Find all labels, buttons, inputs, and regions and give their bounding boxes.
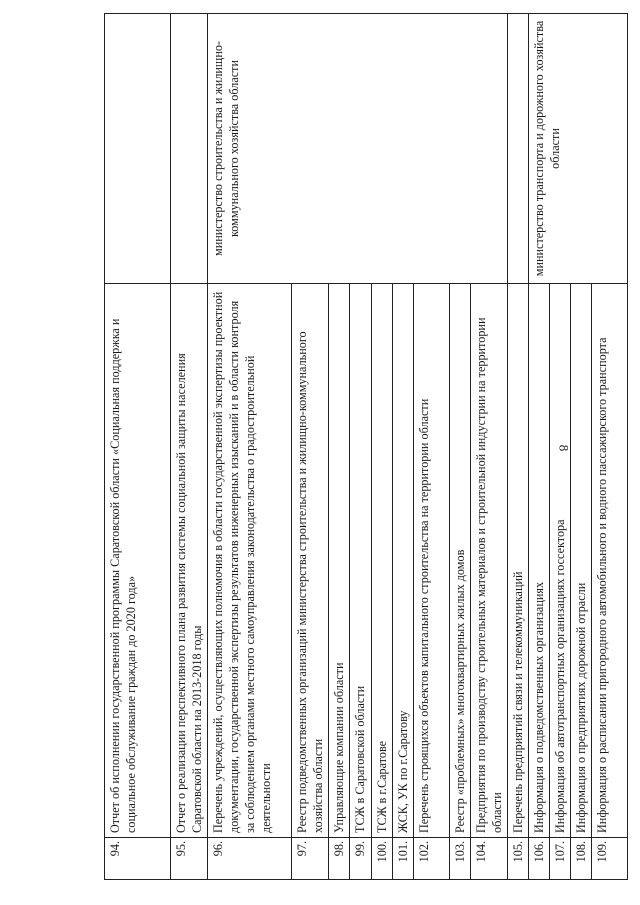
row-number: 97. <box>292 838 329 880</box>
row-text: Отчет о реализации перспективного плана развития системы социальной защиты населения Саратовской области на 2013-2018 годы <box>171 284 208 838</box>
row-text: Информация об автотранспортных организациях госсектора <box>550 284 571 838</box>
row-number: 108. <box>571 838 592 880</box>
row-text: ТСЖ в г.Саратове <box>371 284 392 838</box>
row-text: Информация о подведомственных организациях <box>529 284 550 838</box>
row-number: 101. <box>392 838 413 880</box>
row-number: 105. <box>508 838 529 880</box>
row-number: 104. <box>470 838 507 880</box>
table-row <box>171 14 208 880</box>
row-number: 106. <box>529 838 550 880</box>
table-row <box>529 14 550 880</box>
department-cell <box>105 14 171 284</box>
row-number: 95. <box>171 838 208 880</box>
row-text: Перечень предприятий связи и телекоммуникаций <box>508 284 529 838</box>
row-text: Управляющие компании области <box>329 284 350 838</box>
row-number: 94. <box>105 838 171 880</box>
row-number: 107. <box>550 838 571 880</box>
row-number: 98. <box>329 838 350 880</box>
row-number: 109. <box>592 838 628 880</box>
row-text: ТСЖ в Саратовской области <box>350 284 371 838</box>
row-number: 103. <box>449 838 470 880</box>
table-row <box>105 14 171 880</box>
row-number: 102. <box>413 838 449 880</box>
department-construction: министерство строительства и жилищно-коммунального хозяйства области <box>208 14 508 284</box>
document-table <box>104 13 628 880</box>
department-transport: министерство транспорта и дорожного хозяйства области <box>529 14 628 284</box>
row-text: Информация о расписании пригородного автомобильного и водного пассажирского транспорта <box>592 284 628 838</box>
row-text: Перечень учреждений, осуществляющих полномочия в области государственной экспертизы проектной документации, государственной экспертизы результатов инженерных изысканий и в области контроля за соблюдением органами местного самоуправления законодательства о градостроительной деятельности <box>208 284 292 838</box>
page-number: 8 <box>556 444 572 452</box>
department-cell <box>171 14 208 284</box>
row-number: 100. <box>371 838 392 880</box>
row-number: 99. <box>350 838 371 880</box>
row-text: Предприятия по производству строительных материалов и строительной индустрии на территории области <box>470 284 507 838</box>
row-number: 96. <box>208 838 292 880</box>
row-text: Реестр «проблемных» многоквартирных жилых домов <box>449 284 470 838</box>
table-row <box>508 14 529 880</box>
row-text: Отчет об исполнении государственной программы Саратовской области «Социальная поддержка и социальное обслуживание граждан до 2020 года» <box>105 284 171 838</box>
row-text: ЖСК, УК по г.Саратову <box>392 284 413 838</box>
row-text: Информация о предприятиях дорожной отрасли <box>571 284 592 838</box>
rotated-table-container <box>104 20 624 880</box>
table-row <box>208 14 292 880</box>
row-text: Перечень строящихся объектов капитального строительства на территории области <box>413 284 449 838</box>
department-cell <box>508 14 529 284</box>
row-text: Реестр подведомственных организаций министерства строительства и жилищно-коммунального хозяйства области <box>292 284 329 838</box>
